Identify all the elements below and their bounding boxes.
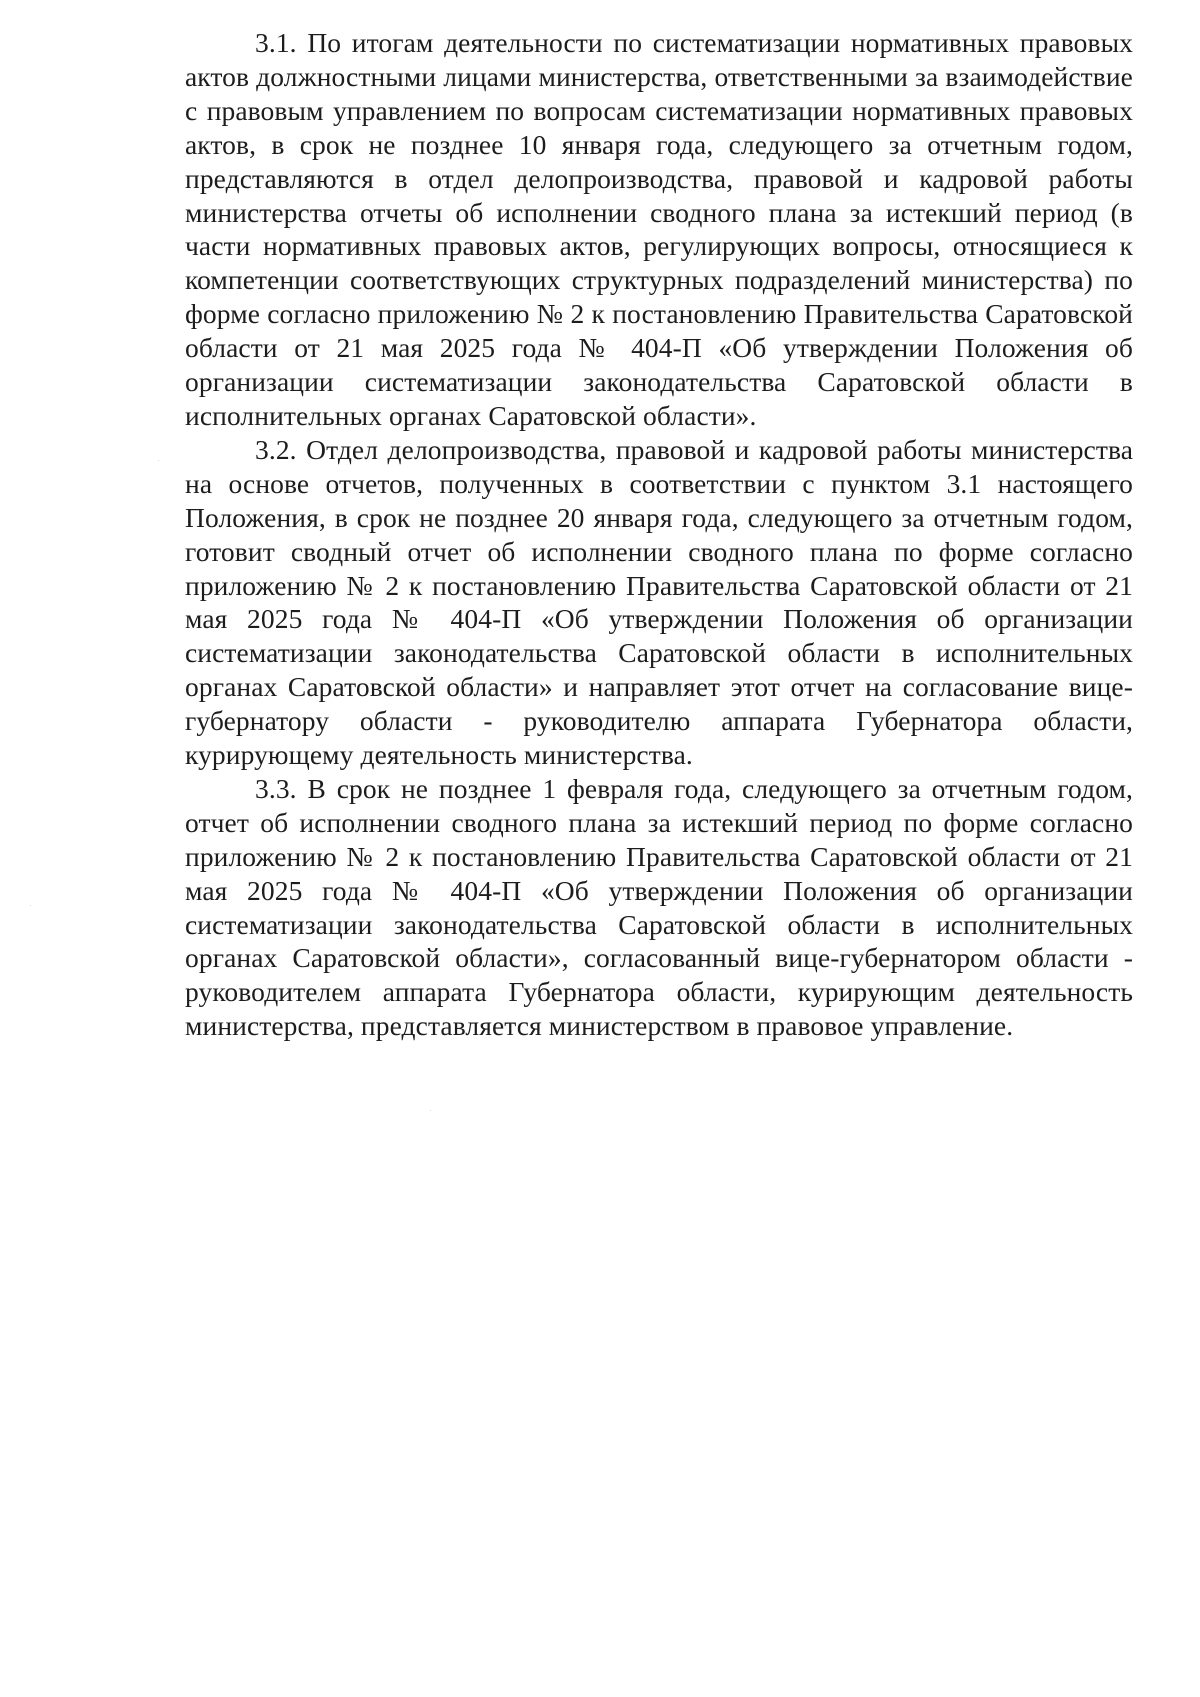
scan-speck (30, 905, 31, 906)
document-body (185, 26, 1133, 1043)
paragraph-3-3: 3.3. В срок не позднее 1 февраля года, следующего за отчетным годом, отчет об исполнении сводного плана за истекший период по форме согласно приложению № 2 к постановлению Правительства Саратовской области от 21 мая 2025 года № 404-П «Об утверждении Положения об организации систематизации законодательства Саратовской области в исполнительных органах Саратовской области», согласованный вице-губернатором области - руководителем аппарата Губернатора области, курирующим деятельность министерства, представляется министерством в правовое управление. (185, 772, 1133, 1042)
scan-speck (430, 1110, 431, 1111)
paragraph-3-2: 3.2. Отдел делопроизводства, правовой и кадровой работы министерства на основе отчетов, полученных в соответствии с пунктом 3.1 настоящего Положения, в срок не позднее 20 января года, следующего за отчетным годом, готовит сводный отчет об исполнении сводного плана по форме согласно приложению № 2 к постановлению Правительства Саратовской области от 21 мая 2025 года № 404-П «Об утверждении Положения об организации систематизации законодательства Саратовской области в исполнительных органах Саратовской области» и направляет этот отчет на согласование вице-губернатору области - руководителю аппарата Губернатора области, курирующему деятельность министерства. (185, 433, 1133, 771)
paragraph-3-1: 3.1. По итогам деятельности по систематизации нормативных правовых актов должностными лицами министерства, ответственными за взаимодействие с правовым управлением по вопросам систематизации нормативных правовых актов, в срок не позднее 10 января года, следующего за отчетным годом, представляются в отдел делопроизводства, правовой и кадровой работы министерства отчеты об исполнении сводного плана за истекший период (в части нормативных правовых актов, регулирующих вопросы, относящиеся к компетенции соответствующих структурных подразделений министерства) по форме согласно приложению № 2 к постановлению Правительства Саратовской области от 21 мая 2025 года № 404-П «Об утверждении Положения об организации систематизации законодательства Саратовской области в исполнительных органах Саратовской области». (185, 27, 1133, 431)
scan-speck (158, 460, 159, 461)
